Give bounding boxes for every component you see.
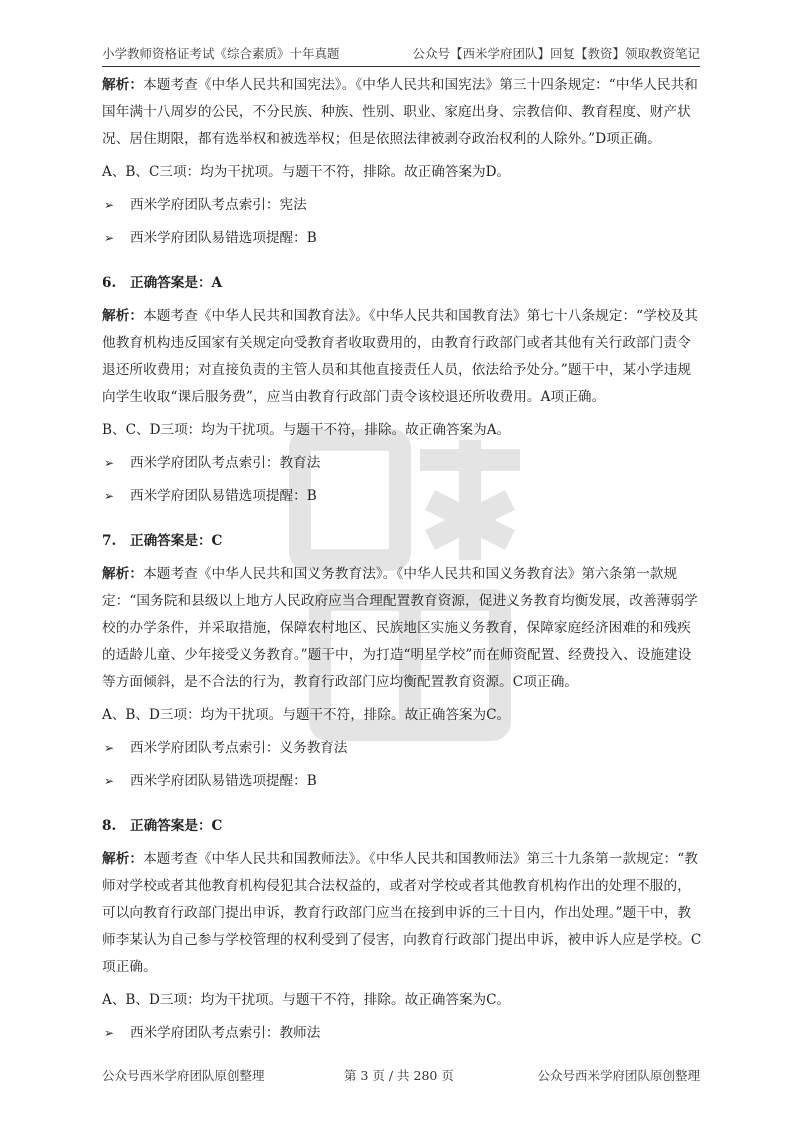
header-left-title: 小学教师资格证考试《综合素质》十年真题 [102, 46, 340, 61]
analysis-text: 本题考查《中华人民共和国教师法》。《中华人民共和国教师法》第三十九条第一款规定：“教师对学校或者其他教育机构侵犯其合法权益的，或者对学校或者其他教育机构作出的处理不服的，可以向教育行政部门提出申诉，教育行政部门应当在接到申诉的三十日内，作出处理。”题干中，教师李某认为自己参与学校管理的权利受到了侵害，向教育行政部门提出申诉，被申诉人应是学校。C项正确。 [102, 851, 702, 975]
analysis-lead: 解析： [102, 77, 144, 93]
footer-left-credit: 公众号西米学府团队原创整理 [102, 1068, 265, 1083]
page-header [102, 36, 700, 67]
distractor-note: A、B、C三项：均为干扰项。与题干不符，排除。故正确答案为D。 [102, 164, 511, 180]
question-answer-heading [102, 528, 702, 555]
bullet-item [102, 225, 702, 252]
question-answer-heading [102, 813, 702, 840]
bullet-text: 西米学府团队考点索引：教师法 [130, 1025, 321, 1041]
analysis-lead: 解析： [102, 566, 144, 582]
arrow-bullet-icon: ➢ [104, 774, 115, 788]
analysis-paragraph [102, 72, 702, 153]
question-number: 6. [102, 275, 117, 291]
arrow-bullet-icon: ➢ [104, 456, 115, 470]
arrow-bullet-icon: ➢ [104, 198, 115, 212]
arrow-bullet-icon: ➢ [104, 1026, 115, 1040]
bullet-item [102, 735, 702, 762]
bullet-text: 西米学府团队易错选项提醒：B [130, 230, 317, 246]
bullet-text: 西米学府团队易错选项提醒：B [130, 488, 317, 504]
bullet-item [102, 483, 702, 510]
analysis-text: 本题考查《中华人民共和国教育法》。《中华人民共和国教育法》第七十八条规定：“学校及其他教育机构违反国家有关规定向受教育者收取费用的，由教育行政部门或者其他有关行政部门责令退还所收费用；对直接负责的主管人员和其他直接责任人员，依法给予处分。”题干中，某小学违规向学生收取“课后服务费”，应当由教育行政部门责令该校退还所收费用。A项正确。 [102, 308, 698, 405]
bullet-item [102, 768, 702, 795]
question-number: 8. [102, 818, 117, 834]
analysis-lead: 解析： [102, 851, 144, 867]
header-right-note: 公众号【西米学府团队】回复【教资】领取教资笔记 [412, 46, 700, 61]
correct-answer: 正确答案是：A [130, 275, 223, 291]
page-number: 第 3 页 / 共 280 页 [344, 1068, 454, 1083]
document-body [102, 72, 702, 1053]
analysis-text: 本题考查《中华人民共和国义务教育法》。《中华人民共和国义务教育法》第六条第一款规定：“国务院和县级以上地方人民政府应当合理配置教育资源，促进义务教育均衡发展，改善薄弱学校的办学条件，并采取措施，保障农村地区、民族地区实施义务教育，保障家庭经济困难的和残疾的适龄儿童、少年接受义务教育。”题干中，为打造“明星学校”而在师资配置、经费投入、设施建设等方面倾斜，是不合法的行为，教育行政部门应均衡配置教育资源。C项正确。 [102, 566, 698, 690]
footer-right-credit: 公众号西米学府团队原创整理 [537, 1068, 700, 1083]
arrow-bullet-icon: ➢ [104, 741, 115, 755]
question-answer-heading [102, 270, 702, 297]
bullet-item [102, 1020, 702, 1047]
page-footer [102, 1066, 700, 1090]
analysis-paragraph [102, 303, 702, 411]
bullet-text: 西米学府团队考点索引：教育法 [130, 455, 321, 471]
analysis-lead: 解析： [102, 308, 144, 324]
distractor-note: B、C、D三项：均为干扰项。与题干不符，排除。故正确答案为A。 [102, 422, 511, 438]
bullet-item [102, 450, 702, 477]
distractor-note: A、B、D三项：均为干扰项。与题干不符，排除。故正确答案为C。 [102, 707, 511, 723]
question-number: 7. [102, 533, 117, 549]
arrow-bullet-icon: ➢ [104, 231, 115, 245]
arrow-bullet-icon: ➢ [104, 489, 115, 503]
analysis-paragraph [102, 846, 702, 981]
bullet-text: 西米学府团队易错选项提醒：B [130, 773, 317, 789]
bullet-text: 西米学府团队考点索引：义务教育法 [130, 740, 348, 756]
analysis-text: 本题考查《中华人民共和国宪法》。《中华人民共和国宪法》第三十四条规定：“中华人民共和国年满十八周岁的公民，不分民族、种族、性别、职业、家庭出身、宗教信仰、教育程度、财产状况、居住期限，都有选举权和被选举权；但是依照法律被剥夺政治权利的人除外。”D项正确。 [102, 77, 698, 147]
distractor-note: A、B、D三项：均为干扰项。与题干不符，排除。故正确答案为C。 [102, 992, 511, 1008]
analysis-paragraph [102, 561, 702, 696]
bullet-text: 西米学府团队考点索引：宪法 [130, 197, 307, 213]
bullet-item [102, 192, 702, 219]
correct-answer: 正确答案是：C [130, 533, 223, 549]
correct-answer: 正确答案是：C [130, 818, 223, 834]
